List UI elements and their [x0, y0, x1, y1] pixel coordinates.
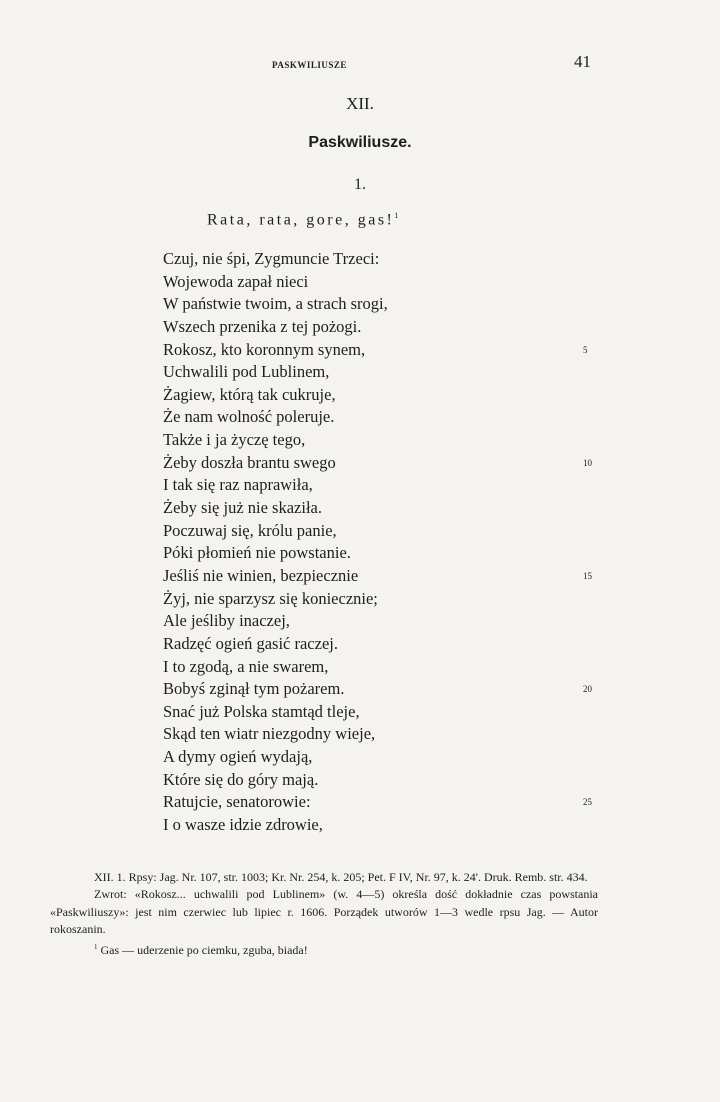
- verse-line: [163, 542, 603, 565]
- poem-title-text: Rata, rata, gore, gas!: [207, 211, 395, 229]
- verse-line: [163, 497, 603, 520]
- section-number: XII.: [346, 94, 374, 113]
- verse-line: [163, 293, 603, 316]
- verse-text: Rokosz, kto koronnym synem,: [163, 339, 366, 359]
- verse-text: Uchwalili pod Lublinem,: [163, 362, 330, 382]
- verse-line: [163, 701, 603, 724]
- poem-title: [207, 211, 398, 229]
- verse-text: Poczuwaj się, królu panie,: [163, 520, 337, 540]
- verse-text: Że nam wolność poleruje.: [163, 407, 335, 427]
- verse-text: Żagiew, którą tak cukruje,: [163, 384, 336, 404]
- verse-text: I tak się raz naprawiła,: [163, 475, 313, 495]
- line-number: 15: [583, 570, 592, 581]
- poem-verses: [163, 248, 603, 837]
- verse-line: [163, 248, 603, 271]
- verse-text: Także i ja życzę tego,: [163, 430, 306, 450]
- verse-text: Póki płomień nie powstanie.: [163, 543, 351, 563]
- verse-line: [163, 565, 603, 588]
- verse-text: Żeby się już nie skaziła.: [163, 498, 322, 518]
- verse-line: [163, 361, 603, 384]
- line-number: 10: [583, 457, 592, 468]
- verse-text: Żyj, nie sparzysz się koniecznie;: [163, 588, 378, 608]
- note-sources: XII. 1. Rpsy: Jag. Nr. 107, str. 1003; Kr. Nr. 254, k. 205; Pet. F IV, Nr. 97, k. 24'. Druk. Remb. str. 434.: [94, 870, 588, 884]
- verse-text: Jeśliś nie winien, bezpiecznie: [163, 565, 359, 585]
- line-number: 20: [583, 684, 592, 695]
- verse-line: [163, 271, 603, 294]
- verse-line: [163, 633, 603, 656]
- verse-text: Wszech przenika z tej pożogi.: [163, 316, 362, 336]
- verse-text: Wojewoda zapał nieci: [163, 271, 309, 291]
- verse-line: [163, 746, 603, 769]
- verse-line: [163, 678, 603, 701]
- note-comment: Zwrot: «Rokosz... uchwalili pod Lublinem» (w. 4—5) określa dość dokładnie czas powstania «Paskwiliuszy»: jest nim czerwiec lub lipiec r. 1606. Porządek utworów 1—3 wedle rpsu Jag. — Autor rokoszanin.: [50, 887, 598, 937]
- poem-number: 1.: [354, 176, 366, 193]
- verse-line: [163, 520, 603, 543]
- verse-line: [163, 429, 603, 452]
- verse-text: I o wasze idzie zdrowie,: [163, 815, 323, 835]
- verse-line: [163, 452, 603, 475]
- verse-line: [163, 723, 603, 746]
- verse-line: [163, 610, 603, 633]
- verse-text: I to zgodą, a nie swarem,: [163, 656, 329, 676]
- verse-text: A dymy ogień wydają,: [163, 747, 313, 767]
- verse-line: [163, 814, 603, 837]
- footnote: [50, 939, 598, 959]
- verse-line: [163, 769, 603, 792]
- line-number: 25: [583, 797, 592, 808]
- verse-text: Czuj, nie śpi, Zygmuncie Trzeci:: [163, 249, 380, 268]
- verse-line: [163, 791, 603, 814]
- verse-text: Snać już Polska stamtąd tleje,: [163, 701, 360, 721]
- running-head: PASKWILIUSZE: [272, 60, 347, 70]
- section-title: Paskwiliusze.: [308, 134, 412, 151]
- poem-title-note-mark: 1: [394, 211, 399, 220]
- verse-text: Żeby doszła brantu swego: [163, 452, 336, 472]
- verse-line: [163, 588, 603, 611]
- verse-text: W państwie twoim, a strach srogi,: [163, 294, 388, 314]
- editorial-notes: [50, 869, 598, 959]
- verse-text: Ratujcie, senatorowie:: [163, 792, 311, 812]
- verse-line: [163, 474, 603, 497]
- footnote-text: Gas — uderzenie po ciemku, zguba, biada!: [100, 942, 308, 957]
- verse-text: Ale jeśliby inaczej,: [163, 611, 290, 631]
- verse-text: Skąd ten wiatr niezgodny wieje,: [163, 724, 376, 744]
- verse-text: Które się do góry mają.: [163, 769, 319, 789]
- footnote-mark: 1: [94, 942, 98, 951]
- verse-line: [163, 384, 603, 407]
- line-number: 5: [583, 344, 588, 355]
- verse-line: [163, 316, 603, 339]
- verse-line: [163, 656, 603, 679]
- page-number: 41: [574, 52, 591, 71]
- verse-line: [163, 339, 603, 362]
- verse-line: [163, 406, 603, 429]
- verse-text: Bobyś zginął tym pożarem.: [163, 679, 345, 699]
- verse-text: Radzęć ogień gasić raczej.: [163, 633, 338, 653]
